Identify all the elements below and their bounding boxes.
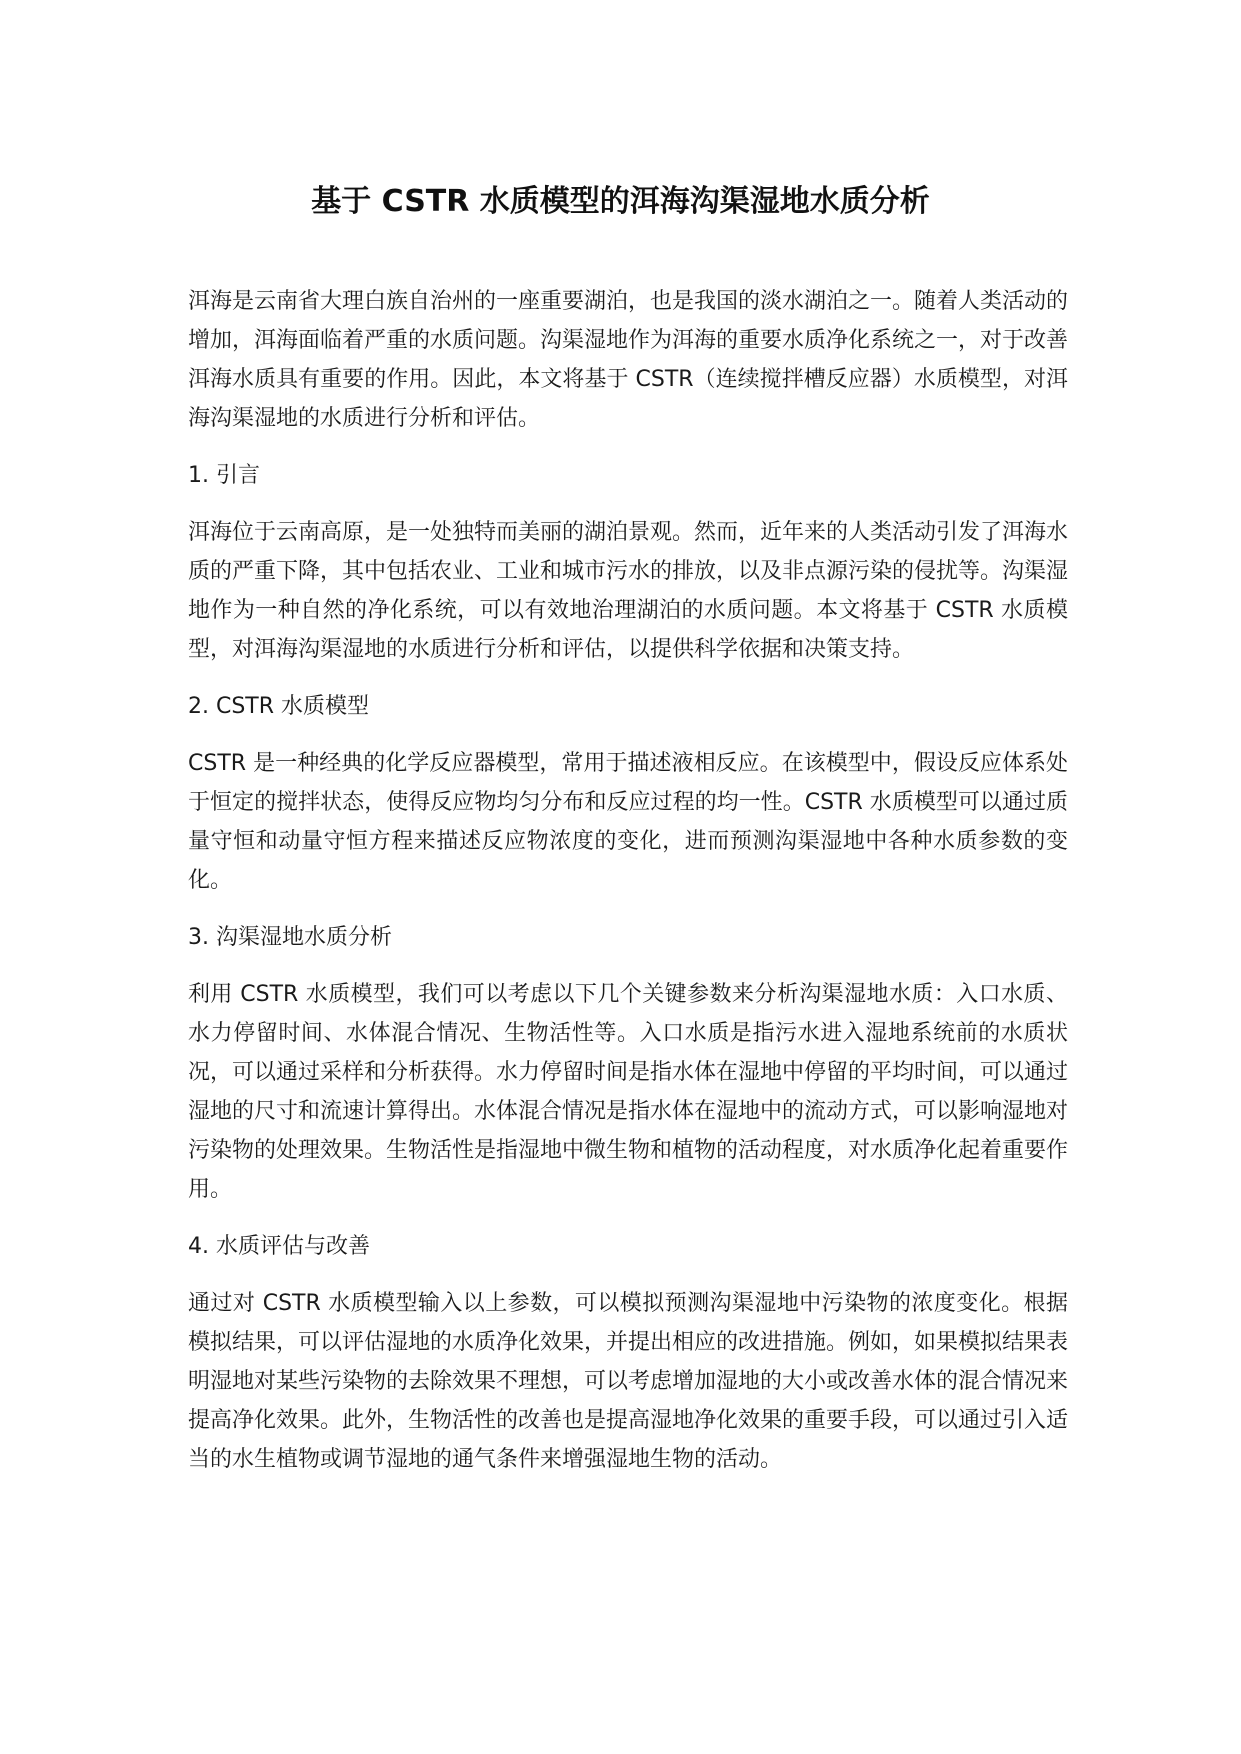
document-title: 基于 CSTR 水质模型的洱海沟渠湿地水质分析 (311, 184, 930, 219)
section-heading: 2. CSTR 水质模型 (188, 694, 370, 719)
document-body (188, 282, 1068, 1497)
intro-paragraph: 洱海是云南省大理白族自治州的一座重要湖泊，也是我国的淡水湖泊之一。随着人类活动的增加，洱海面临着严重的水质问题。沟渠湿地作为洱海的重要水质净化系统之一，对于改善洱海水质具有重要的作用。因此，本文将基于 CSTR（连续搅拌槽反应器）水质模型，对洱海沟渠湿地的水质进行分析和评估。 (188, 289, 1069, 431)
section-paragraph: 利用 CSTR 水质模型，我们可以考虑以下几个关键参数来分析沟渠湿地水质：入口水质、水力停留时间、水体混合情况、生物活性等。入口水质是指污水进入湿地系统前的水质状况，可以通过采样和分析获得。水力停留时间是指水体在湿地中停留的平均时间，可以通过湿地的尺寸和流速计算得出。水体混合情况是指水体在湿地中的流动方式，可以影响湿地对污染物的处理效果。生物活性是指湿地中微生物和植物的活动程度，对水质净化起着重要作用。 (188, 982, 1069, 1202)
section-heading: 1. 引言 (188, 463, 260, 488)
section-paragraph: 洱海位于云南高原，是一处独特而美丽的湖泊景观。然而，近年来的人类活动引发了洱海水质的严重下降，其中包括农业、工业和城市污水的排放，以及非点源污染的侵扰等。沟渠湿地作为一种自然的净化系统，可以有效地治理湖泊的水质问题。本文将基于 CSTR 水质模型，对洱海沟渠湿地的水质进行分析和评估，以提供科学依据和决策支持。 (188, 520, 1069, 662)
section-heading: 3. 沟渠湿地水质分析 (188, 925, 392, 950)
section-assessment (188, 1227, 1068, 1479)
section-paragraph: 通过对 CSTR 水质模型输入以上参数，可以模拟预测沟渠湿地中污染物的浓度变化。根据模拟结果，可以评估湿地的水质净化效果，并提出相应的改进措施。例如，如果模拟结果表明湿地对某些污染物的去除效果不理想，可以考虑增加湿地的大小或改善水体的混合情况来提高净化效果。此外，生物活性的改善也是提高湿地净化效果的重要手段，可以通过引入适当的水生植物或调节湿地的通气条件来增强湿地生物的活动。 (188, 1291, 1069, 1472)
section-introduction (188, 456, 1068, 669)
section-heading: 4. 水质评估与改善 (188, 1234, 370, 1259)
section-cstr-model (188, 687, 1068, 900)
section-wetland-analysis (188, 918, 1068, 1209)
section-paragraph: CSTR 是一种经典的化学反应器模型，常用于描述液相反应。在该模型中，假设反应体系处于恒定的搅拌状态，使得反应物均匀分布和反应过程的均一性。CSTR 水质模型可以通过质量守恒和动量守恒方程来描述反应物浓度的变化，进而预测沟渠湿地中各种水质参数的变化。 (188, 751, 1068, 893)
